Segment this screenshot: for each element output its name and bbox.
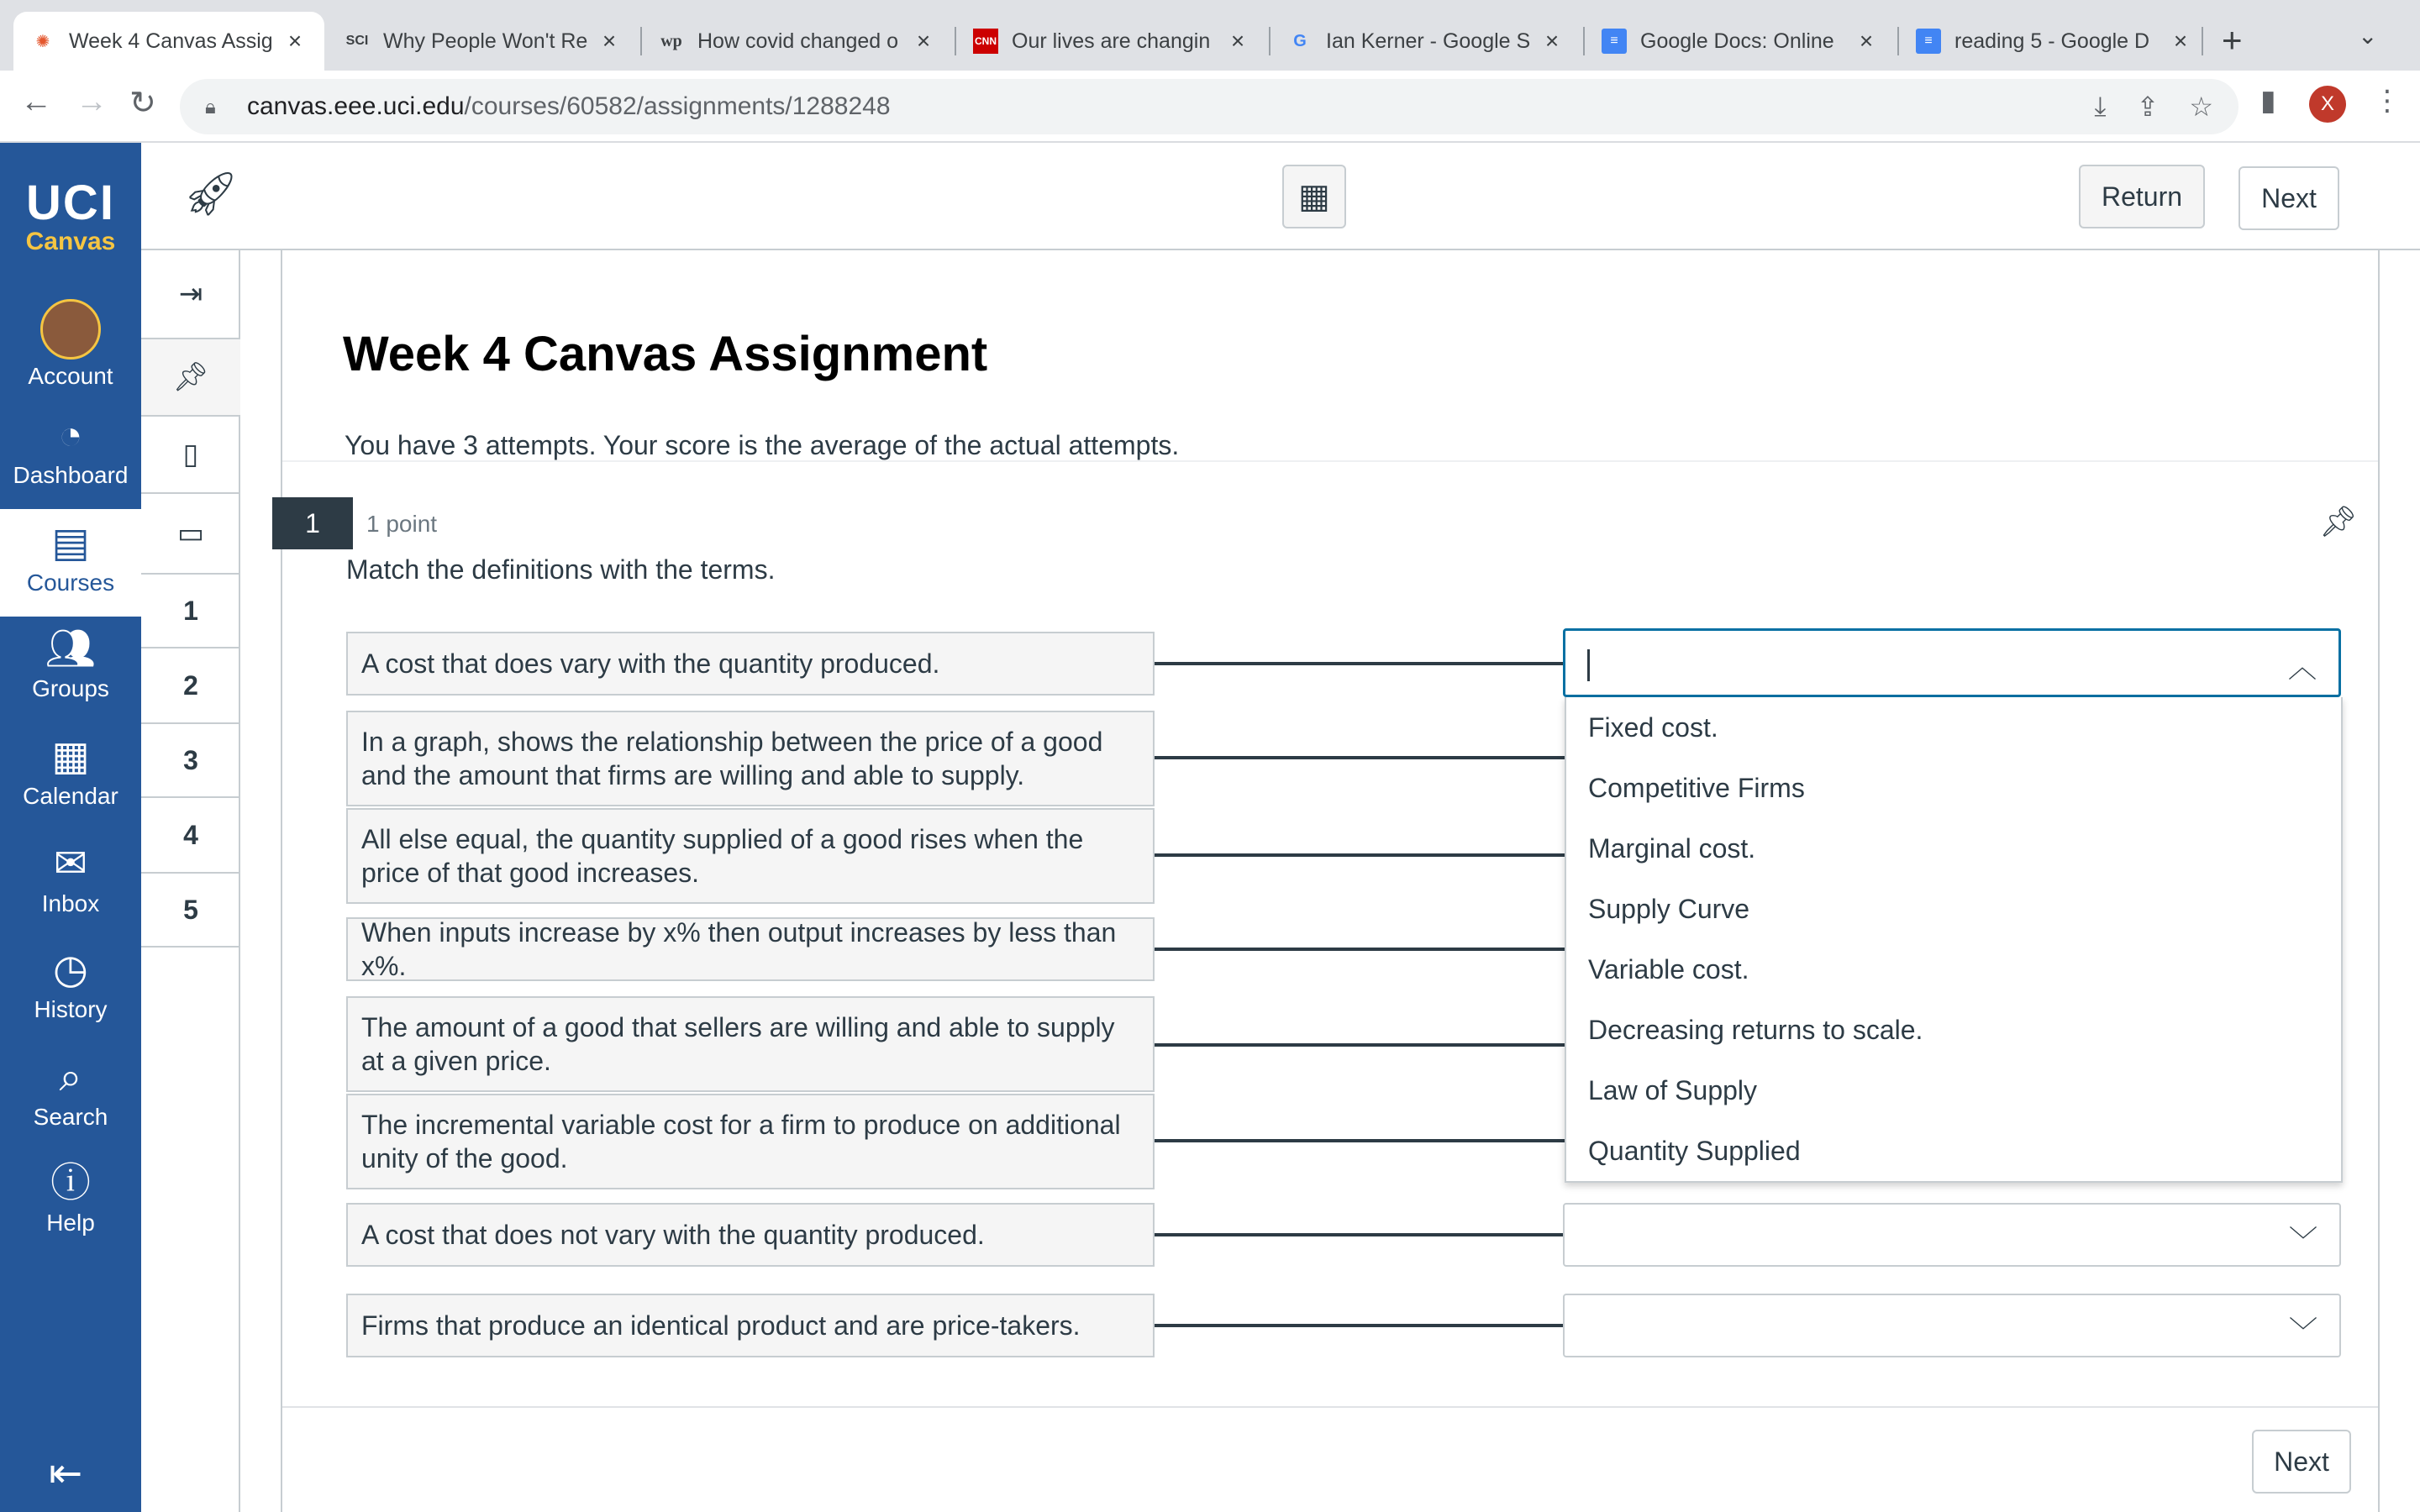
calendar-icon: ▦ [51,734,90,779]
tab-title: Ian Kerner - Google S [1326,29,1531,53]
question-link-5[interactable]: 5 [141,874,240,948]
dropdown-option[interactable]: Law of Supply [1588,1075,1758,1105]
install-icon[interactable]: ⤓ [2094,91,2107,121]
cnn-icon: CNN [973,29,998,54]
tab-title: Our lives are changin [1012,29,1211,53]
chevron-up-icon: ︿ [2288,652,2317,684]
avatar [40,299,101,360]
pin-icon[interactable]: 📌︎ [141,339,240,417]
url-input[interactable] [180,79,2238,134]
nav-groups[interactable] [0,615,141,722]
logo-uci: UCI [26,176,115,230]
match-prompt: Firms that produce an identical product and are price-takers. [346,1294,1155,1357]
docs-icon: ≡ [1916,29,1941,54]
share-icon[interactable]: ⇪ [2136,92,2160,122]
question-navigation [141,250,240,1512]
question-link-3[interactable]: 3 [141,724,240,798]
match-prompt: In a graph, shows the relationship between the price of a good and the amount that firms are willing and able to supply. [346,711,1155,806]
lock-icon: 🔒︎ [205,96,216,118]
tab-google-docs[interactable] [1585,12,1896,71]
nav-account[interactable] [0,286,141,393]
close-tab-icon[interactable]: × [2173,28,2188,54]
tab-title: How covid changed o [697,29,899,53]
nav-calendar[interactable] [0,722,141,830]
nav-label: Calendar [23,783,118,809]
back-arrow-icon[interactable]: ← [20,84,52,119]
chevron-down-icon: ﹀ [2289,1316,2317,1348]
history-icon: ◷ [53,948,88,992]
nav-inbox[interactable] [0,830,141,937]
match-prompt: A cost that does not vary with the quantity produced. [346,1203,1155,1267]
canvas-icon: ✺ [35,32,50,51]
nav-label: Search [33,1104,108,1130]
nav-label: Groups [32,675,109,701]
nav-history[interactable] [0,936,141,1043]
nav-dashboard[interactable] [0,402,141,509]
dropdown-option[interactable]: Quantity Supplied [1588,1136,1801,1166]
quiz-header [141,143,2420,250]
inbox-icon: ✉︎ [53,842,88,886]
question-link-1[interactable]: 1 [141,575,240,648]
tab-wp[interactable] [642,12,953,71]
courses-icon: ▤ [51,521,90,565]
logo-canvas: Canvas [25,228,116,255]
wp-icon: wp [660,31,682,50]
dashboard-icon: ◔ [58,413,83,458]
calculator-icon[interactable]: ▦ [1282,165,1346,228]
rocket-icon[interactable]: 🚀︎ [183,170,239,218]
help-icon: ⓘ [50,1161,91,1205]
pin-question-icon[interactable]: 📌︎ [2319,504,2358,538]
expand-nav-icon[interactable]: ⇥ [141,250,240,339]
divider [282,460,2378,462]
page-title: Week 4 Canvas Assignment [343,327,988,381]
tab-title: Google Docs: Online [1640,29,1834,53]
question-text: Match the definitions with the terms. [346,554,776,585]
nav-label: Dashboard [13,462,129,488]
connector-line [1155,1043,1565,1047]
nav-help[interactable] [0,1149,141,1257]
dropdown-option[interactable]: Fixed cost. [1588,712,1718,743]
connector-line [1155,662,1565,665]
next-button[interactable]: Next [2238,166,2339,230]
match-prompt: When inputs increase by x% then output increases by less than x%. [346,917,1155,981]
nav-label: Account [28,363,113,389]
address-bar-row [0,71,2420,143]
nav-label: Inbox [41,890,100,916]
connector-line [1155,1233,1565,1236]
tab-title: reading 5 - Google D [1954,29,2150,53]
profile-avatar[interactable]: X [2309,86,2346,123]
side-panel-icon[interactable]: ▮ [2260,85,2276,117]
close-tab-icon[interactable]: × [1544,28,1560,54]
connector-line [1155,756,1565,759]
dropdown-option[interactable]: Decreasing returns to scale. [1588,1015,1923,1045]
next-bottom-button[interactable]: Next [2252,1430,2351,1494]
global-navigation [0,143,141,1512]
notes-icon[interactable]: ▭ [141,494,240,575]
reload-icon[interactable]: ↻ [129,86,156,121]
tab-title: Week 4 Canvas Assig [69,29,273,53]
tab-separator [2202,27,2203,55]
nav-courses[interactable] [0,509,141,617]
new-tab-icon[interactable]: + [2222,20,2243,60]
chevron-down-icon: ﹀ [2289,1226,2317,1257]
docs-icon: ≡ [1602,29,1627,54]
match-prompt: The amount of a good that sellers are willing and able to supply at a given price. [346,996,1155,1092]
star-icon[interactable]: ☆ [2189,92,2213,122]
assignment-intro: You have 3 attempts. Your score is the average of the actual attempts. [345,430,1180,460]
nav-label: History [34,996,108,1022]
dropdown-option[interactable]: Marginal cost. [1588,833,1756,864]
close-tab-icon[interactable]: × [1230,28,1245,54]
text-caret [1587,649,1590,681]
answer-select-1[interactable] [1563,628,2341,697]
forward-arrow-icon[interactable]: → [76,84,108,119]
sciam-icon: SCI [345,34,369,48]
kebab-menu-icon[interactable]: ⋮ [2373,85,2402,117]
close-tab-icon[interactable]: × [1859,28,1874,54]
tab-title: Why People Won't Re [383,29,588,53]
dropdown-option[interactable]: Supply Curve [1588,894,1750,924]
uci-canvas-logo[interactable] [0,143,141,269]
connector-line [1155,948,1565,951]
return-button[interactable]: Return [2079,165,2205,228]
answer-select-7[interactable] [1563,1203,2341,1267]
match-prompt: The incremental variable cost for a firm to produce on additional unity of the good. [346,1094,1155,1189]
google-icon: G [1293,31,1307,50]
connector-line [1155,1324,1565,1327]
question-link-4[interactable]: 4 [141,798,240,874]
close-tab-icon[interactable]: × [916,28,931,54]
question-link-2[interactable]: 2 [141,648,240,724]
nav-search[interactable] [0,1043,141,1151]
connector-line [1155,1139,1565,1142]
question-number-badge: 1 [272,497,353,549]
question-points: 1 point [366,511,438,537]
answer-select-8[interactable] [1563,1294,2341,1357]
groups-icon: 👥︎ [45,627,97,671]
answer-dropdown-list [1565,697,2343,1183]
url-host: canvas.eee.uci.edu [247,92,465,120]
nav-label: Help [46,1210,95,1236]
tab-sciam[interactable] [328,12,639,71]
close-tab-icon[interactable]: × [602,28,617,54]
bookmark-icon[interactable]: ▯ [141,417,240,494]
search-icon: ⌕ [59,1055,82,1100]
url-path: /courses/60582/assignments/1288248 [464,92,891,120]
close-tab-icon[interactable]: × [287,28,302,54]
dropdown-option[interactable]: Competitive Firms [1588,773,1805,803]
browser-tab-bar [0,0,2420,71]
dropdown-option[interactable]: Variable cost. [1588,954,1749,984]
tab-reading-5[interactable] [1899,12,2210,71]
tab-google-search[interactable] [1270,12,1581,71]
divider [282,1406,2378,1408]
tab-canvas-assignment[interactable] [13,12,324,71]
match-prompt: All else equal, the quantity supplied of a good rises when the price of that good increases. [346,808,1155,904]
chevron-down-icon[interactable]: ⌄ [2358,23,2378,49]
tab-cnn[interactable] [956,12,1267,71]
connector-line [1155,853,1565,857]
collapse-nav-icon[interactable]: ⇤ [49,1452,83,1496]
nav-label: Courses [26,570,115,596]
match-prompt: A cost that does vary with the quantity produced. [346,632,1155,696]
